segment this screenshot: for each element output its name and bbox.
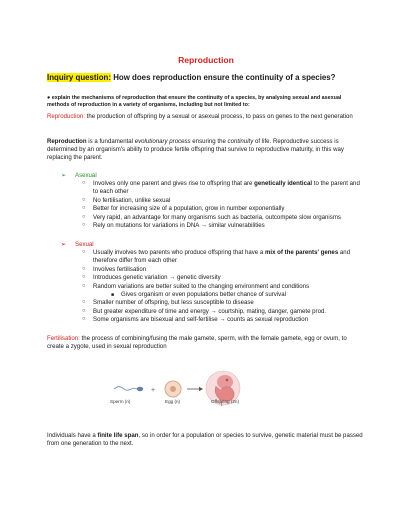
right-arrow-icon (187, 387, 203, 391)
item-text: Some organisms are bisexual and self-fertilise → counts as sexual reproduction (93, 316, 309, 324)
circle-bullet-icon: ○ (82, 299, 86, 306)
item-text: No fertilisation, unlike sexual (93, 196, 171, 204)
list-item (61, 249, 365, 265)
asexual-section (61, 172, 365, 231)
item-text: Rely on mutations for variations in DNA → similar vulnerabilities (93, 222, 265, 230)
circle-bullet-icon: ○ (82, 316, 86, 323)
fundamental-emphasis-1: evolutionary process (134, 138, 191, 145)
list-item (61, 316, 365, 324)
arrow-bullet-icon: ➢ (61, 172, 67, 179)
item-text: Smaller number of offspring, but less susceptible to disease (93, 299, 254, 307)
closing-text-2: , so in order for a population or species to survive, genetic material must be passed from one generation to the next. (47, 432, 363, 448)
item-bold-text: genetically identical (254, 180, 313, 187)
page-title: Reproduction (178, 55, 234, 65)
list-item (61, 266, 365, 274)
item-text: Random variations are better suited to the changing environment and conditions (93, 282, 310, 290)
definition-text: the production of offspring by a sexual or asexual process, to pass on genes to the next generation (84, 113, 353, 120)
list-item (61, 180, 365, 196)
reproduction-definition (47, 113, 365, 121)
list-item (61, 283, 365, 291)
fertilisation-diagram (95, 368, 275, 448)
list-item (61, 299, 365, 307)
circle-bullet-icon: ○ (82, 205, 86, 212)
list-item (61, 214, 365, 222)
item-text: Very rapid, an advantage for many organisms such as bacteria, outcompete slow organisms (93, 213, 341, 221)
sexual-list-continued (61, 299, 365, 324)
sperm-caption: Sperm (n) (110, 399, 131, 404)
item-text-continued: to the parent and to each other (93, 180, 360, 196)
asexual-heading (61, 172, 365, 180)
circle-bullet-icon: ○ (82, 222, 86, 229)
fundamental-paragraph (47, 138, 365, 162)
fundamental-term: Reproduction (47, 138, 87, 145)
plus-icon: + (151, 387, 156, 394)
closing-text-1: Individuals have a (47, 432, 98, 439)
fundamental-text-1: is a fundamental (86, 138, 135, 145)
inquiry-question (47, 73, 335, 83)
closing-bold: finite life span (97, 432, 139, 439)
item-text: Involves fertilisation (93, 265, 147, 273)
circle-bullet-icon: ○ (82, 307, 86, 314)
fundamental-text-2: ensuring the (190, 138, 228, 145)
item-text: Better for increasing size of a population, grow in number exponentially (93, 205, 285, 213)
asexual-list (61, 180, 365, 230)
item-text-continued: and therefore differ from each other (93, 249, 351, 265)
definition-term: Reproduction: (47, 113, 85, 120)
circle-bullet-icon: ○ (82, 180, 86, 186)
square-bullet-icon: ■ (111, 291, 115, 298)
arrow-bullet-icon: ➢ (61, 241, 67, 248)
fertilisation-text: the process of combining/fusing the male gamete, sperm, with the female gamete, egg or ovum, to create a zygote, used in sexual reproduction (47, 335, 347, 351)
sexual-heading (61, 241, 365, 249)
offspring-caption: Offspring (2n) (211, 399, 239, 404)
sexual-section (61, 241, 365, 325)
item-bold-text: mix of the parents' genes (264, 249, 339, 256)
inquiry-label: Inquiry question: (47, 73, 111, 82)
list-subitem (61, 291, 365, 299)
item-text: Involves only one parent and gives rise to offspring that are (93, 180, 255, 187)
circle-bullet-icon: ○ (82, 249, 86, 255)
list-item (61, 197, 365, 205)
item-text: Introduces genetic variation → genetic diversity (93, 274, 221, 282)
circle-bullet-icon: ○ (82, 213, 86, 220)
circle-bullet-icon: ○ (82, 196, 86, 203)
fundamental-emphasis-2: continuity (227, 138, 254, 145)
fundamental-text-3: of life. Reproductive success is determined by an organism's ability to produce fertile offspring that survive to reproductive maturity, in this way replacing the parent. (47, 138, 344, 162)
fertilisation-term: Fertilisation: (47, 335, 80, 342)
fertilisation-illustration (95, 368, 275, 448)
sexual-list (61, 249, 365, 291)
list-item (61, 308, 365, 316)
item-text: But greater expenditure of time and energy → courtship, mating, danger, gamete prod. (93, 307, 327, 315)
egg-icon (165, 381, 181, 397)
fertilisation-definition (47, 335, 365, 351)
egg-caption: Egg (n) (165, 399, 181, 404)
asexual-heading-label: Asexual (75, 172, 97, 179)
subitem-text: Gives organism or even populations better chance of survival (121, 291, 286, 299)
list-item (61, 274, 365, 282)
circle-bullet-icon: ○ (82, 282, 86, 289)
circle-bullet-icon: ○ (82, 265, 86, 272)
circle-bullet-icon: ○ (82, 274, 86, 281)
syllabus-dot-point: ● explain the mechanisms of reproduction that ensure the continuity of a species, by analysing sexual and asexual methods of reproduction in a variety of organisms, including but not limited to: (47, 95, 342, 109)
inquiry-text: How does reproduction ensure the continuity of a species? (111, 73, 336, 82)
list-item (61, 222, 365, 230)
list-item (61, 205, 365, 213)
item-text: Usually involves two parents who produce offspring that have a (93, 249, 265, 256)
sperm-icon (114, 387, 143, 392)
sexual-heading-label: Sexual (75, 241, 94, 248)
